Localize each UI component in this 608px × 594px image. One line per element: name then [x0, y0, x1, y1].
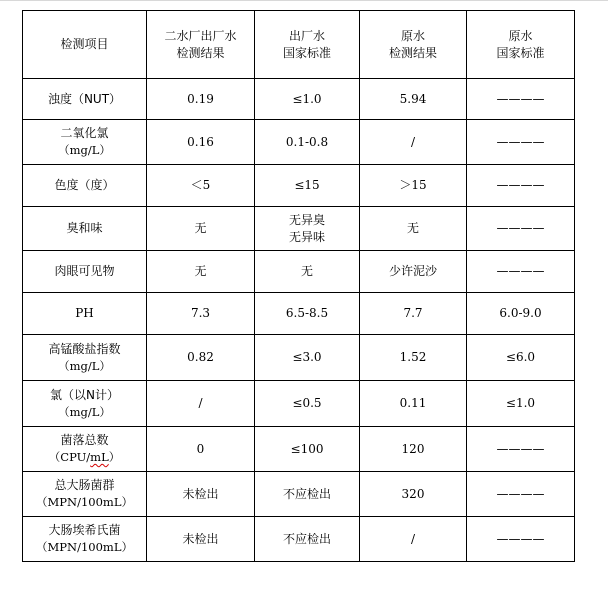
- raw-standard-cell: ————: [467, 120, 575, 165]
- raw-standard-cell: ————: [467, 517, 575, 562]
- row-label: 臭和味: [23, 207, 147, 251]
- plant-standard-cell: ≤100: [255, 427, 360, 472]
- plant-result-cell: 未检出: [147, 472, 255, 517]
- header-row: [23, 11, 575, 79]
- plant-result-cell: 0.16: [147, 120, 255, 165]
- spellcheck-underline: mL: [90, 450, 109, 464]
- raw-standard-cell: ————: [467, 472, 575, 517]
- raw-result-cell: 0.11: [360, 381, 467, 427]
- plant-result-cell: /: [147, 381, 255, 427]
- header-plant-standard: 出厂水 国家标准: [255, 11, 360, 79]
- table-row: [23, 251, 575, 293]
- plant-standard-cell: 无异臭 无异味: [255, 207, 360, 251]
- raw-standard-cell: ————: [467, 79, 575, 120]
- plant-result-cell: 未检出: [147, 517, 255, 562]
- header-raw-result: 原水 检测结果: [360, 11, 467, 79]
- row-label: 菌落总数 （CPU/mL）: [23, 427, 147, 472]
- row-label: 大肠埃希氏菌 （MPN/100mL）: [23, 517, 147, 562]
- water-quality-table: [22, 10, 575, 562]
- raw-result-cell: 7.7: [360, 293, 467, 335]
- table-row: [23, 165, 575, 207]
- row-label: 浊度（NUT）: [23, 79, 147, 120]
- raw-result-cell: 320: [360, 472, 467, 517]
- plant-standard-cell: ≤15: [255, 165, 360, 207]
- table-row: [23, 120, 575, 165]
- raw-result-cell: /: [360, 517, 467, 562]
- plant-result-cell: ＜5: [147, 165, 255, 207]
- plant-standard-cell: 无: [255, 251, 360, 293]
- raw-result-cell: /: [360, 120, 467, 165]
- raw-standard-cell: 6.0-9.0: [467, 293, 575, 335]
- row-label: 氯（以N计） （mg/L）: [23, 381, 147, 427]
- table-row: [23, 335, 575, 381]
- raw-standard-cell: ————: [467, 207, 575, 251]
- raw-standard-cell: ≤6.0: [467, 335, 575, 381]
- header-raw-standard: 原水 国家标准: [467, 11, 575, 79]
- row-label: 色度（度）: [23, 165, 147, 207]
- raw-result-cell: ＞15: [360, 165, 467, 207]
- plant-standard-cell: 0.1-0.8: [255, 120, 360, 165]
- table-row: [23, 381, 575, 427]
- raw-result-cell: 少许泥沙: [360, 251, 467, 293]
- raw-result-cell: 1.52: [360, 335, 467, 381]
- plant-standard-cell: ≤1.0: [255, 79, 360, 120]
- plant-result-cell: 无: [147, 251, 255, 293]
- row-label: 高锰酸盐指数 （mg/L）: [23, 335, 147, 381]
- plant-standard-cell: ≤3.0: [255, 335, 360, 381]
- plant-standard-cell: ≤0.5: [255, 381, 360, 427]
- plant-result-cell: 0.82: [147, 335, 255, 381]
- header-item: 检测项目: [23, 11, 147, 79]
- raw-result-cell: 无: [360, 207, 467, 251]
- row-label: PH: [23, 293, 147, 335]
- table-row: [23, 293, 575, 335]
- raw-standard-cell: ————: [467, 251, 575, 293]
- raw-result-cell: 120: [360, 427, 467, 472]
- table-row: [23, 79, 575, 120]
- plant-result-cell: 0: [147, 427, 255, 472]
- plant-result-cell: 0.19: [147, 79, 255, 120]
- table-row: [23, 472, 575, 517]
- table-row: [23, 207, 575, 251]
- plant-result-cell: 无: [147, 207, 255, 251]
- plant-standard-cell: 不应检出: [255, 472, 360, 517]
- row-label: 总大肠菌群 （MPN/100mL）: [23, 472, 147, 517]
- row-label: 二氧化氯 （mg/L）: [23, 120, 147, 165]
- plant-result-cell: 7.3: [147, 293, 255, 335]
- raw-result-cell: 5.94: [360, 79, 467, 120]
- plant-standard-cell: 不应检出: [255, 517, 360, 562]
- table-row: [23, 427, 575, 472]
- raw-standard-cell: ≤1.0: [467, 381, 575, 427]
- plant-standard-cell: 6.5-8.5: [255, 293, 360, 335]
- raw-standard-cell: ————: [467, 427, 575, 472]
- row-label: 肉眼可见物: [23, 251, 147, 293]
- raw-standard-cell: ————: [467, 165, 575, 207]
- table-row: [23, 517, 575, 562]
- header-plant-result: 二水厂出厂水 检测结果: [147, 11, 255, 79]
